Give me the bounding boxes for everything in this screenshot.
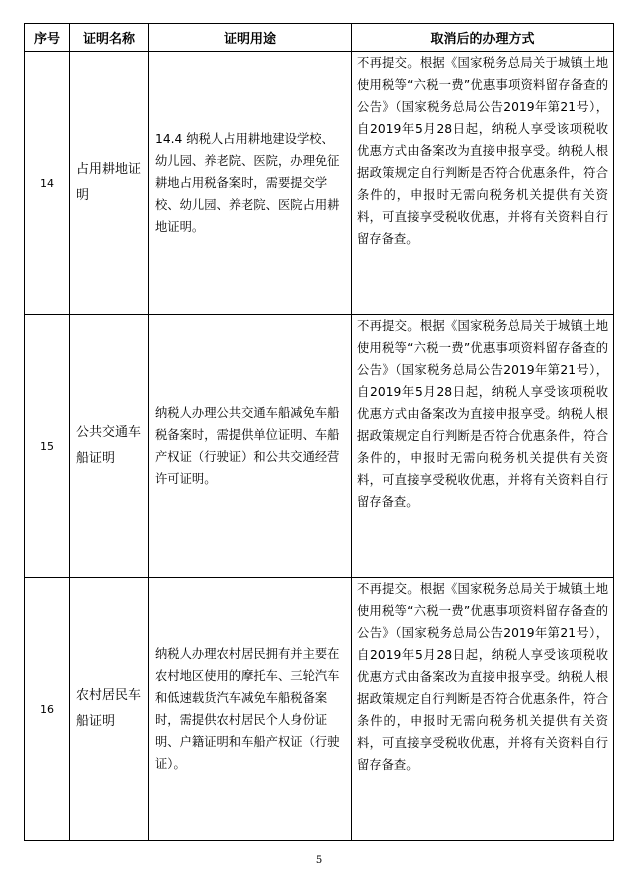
certificate-name: 公共交通车船证明 — [70, 315, 149, 578]
certificate-use: 纳税人办理农村居民拥有并主要在农村地区使用的摩托车、三轮汽车和低速载货汽车减免车船税备案时，需提供农村居民个人身份证明、户籍证明和车船产权证（行驶证）。 — [149, 578, 352, 841]
header-method-after-cancel: 取消后的办理方式 — [352, 24, 614, 52]
table-row — [25, 315, 614, 578]
header-row — [25, 24, 614, 52]
certificate-table — [24, 23, 614, 841]
table-row — [25, 578, 614, 841]
handling-method: 不再提交。根据《国家税务总局关于城镇土地使用税等“六税一费”优惠事项资料留存备查的公告》（国家税务总局公告2019年第21号），自2019年5月28日起，纳税人享受该项税收优惠方式由备案改为直接申报享受。纳税人根据政策规定自行判断是否符合优惠条件，符合条件的，申报时无需向税务机关提供有关资料，可直接享受税收优惠，并将有关资料自行留存备查。 — [352, 52, 614, 315]
header-certificate-use: 证明用途 — [149, 24, 352, 52]
handling-method: 不再提交。根据《国家税务总局关于城镇土地使用税等“六税一费”优惠事项资料留存备查的公告》（国家税务总局公告2019年第21号），自2019年5月28日起，纳税人享受该项税收优惠方式由备案改为直接申报享受。纳税人根据政策规定自行判断是否符合优惠条件，符合条件的，申报时无需向税务机关提供有关资料，可直接享受税收优惠，并将有关资料自行留存备查。 — [352, 578, 614, 841]
certificate-use: 14.4 纳税人占用耕地建设学校、幼儿园、养老院、医院，办理免征耕地占用税备案时，需要提交学校、幼儿园、养老院、医院占用耕地证明。 — [149, 52, 352, 315]
certificate-name: 占用耕地证明 — [70, 52, 149, 315]
page-number: 5 — [315, 855, 323, 866]
handling-method: 不再提交。根据《国家税务总局关于城镇土地使用税等“六税一费”优惠事项资料留存备查的公告》（国家税务总局公告2019年第21号），自2019年5月28日起，纳税人享受该项税收优惠方式由备案改为直接申报享受。纳税人根据政策规定自行判断是否符合优惠条件，符合条件的，申报时无需向税务机关提供有关资料，可直接享受税收优惠，并将有关资料自行留存备查。 — [352, 315, 614, 578]
certificate-use: 纳税人办理公共交通车船减免车船税备案时，需提供单位证明、车船产权证（行驶证）和公共交通经营许可证明。 — [149, 315, 352, 578]
row-number: 15 — [25, 315, 70, 578]
header-number: 序号 — [25, 24, 70, 52]
header-certificate-name: 证明名称 — [70, 24, 149, 52]
row-number: 14 — [25, 52, 70, 315]
certificate-name: 农村居民车船证明 — [70, 578, 149, 841]
row-number: 16 — [25, 578, 70, 841]
table-row — [25, 52, 614, 315]
